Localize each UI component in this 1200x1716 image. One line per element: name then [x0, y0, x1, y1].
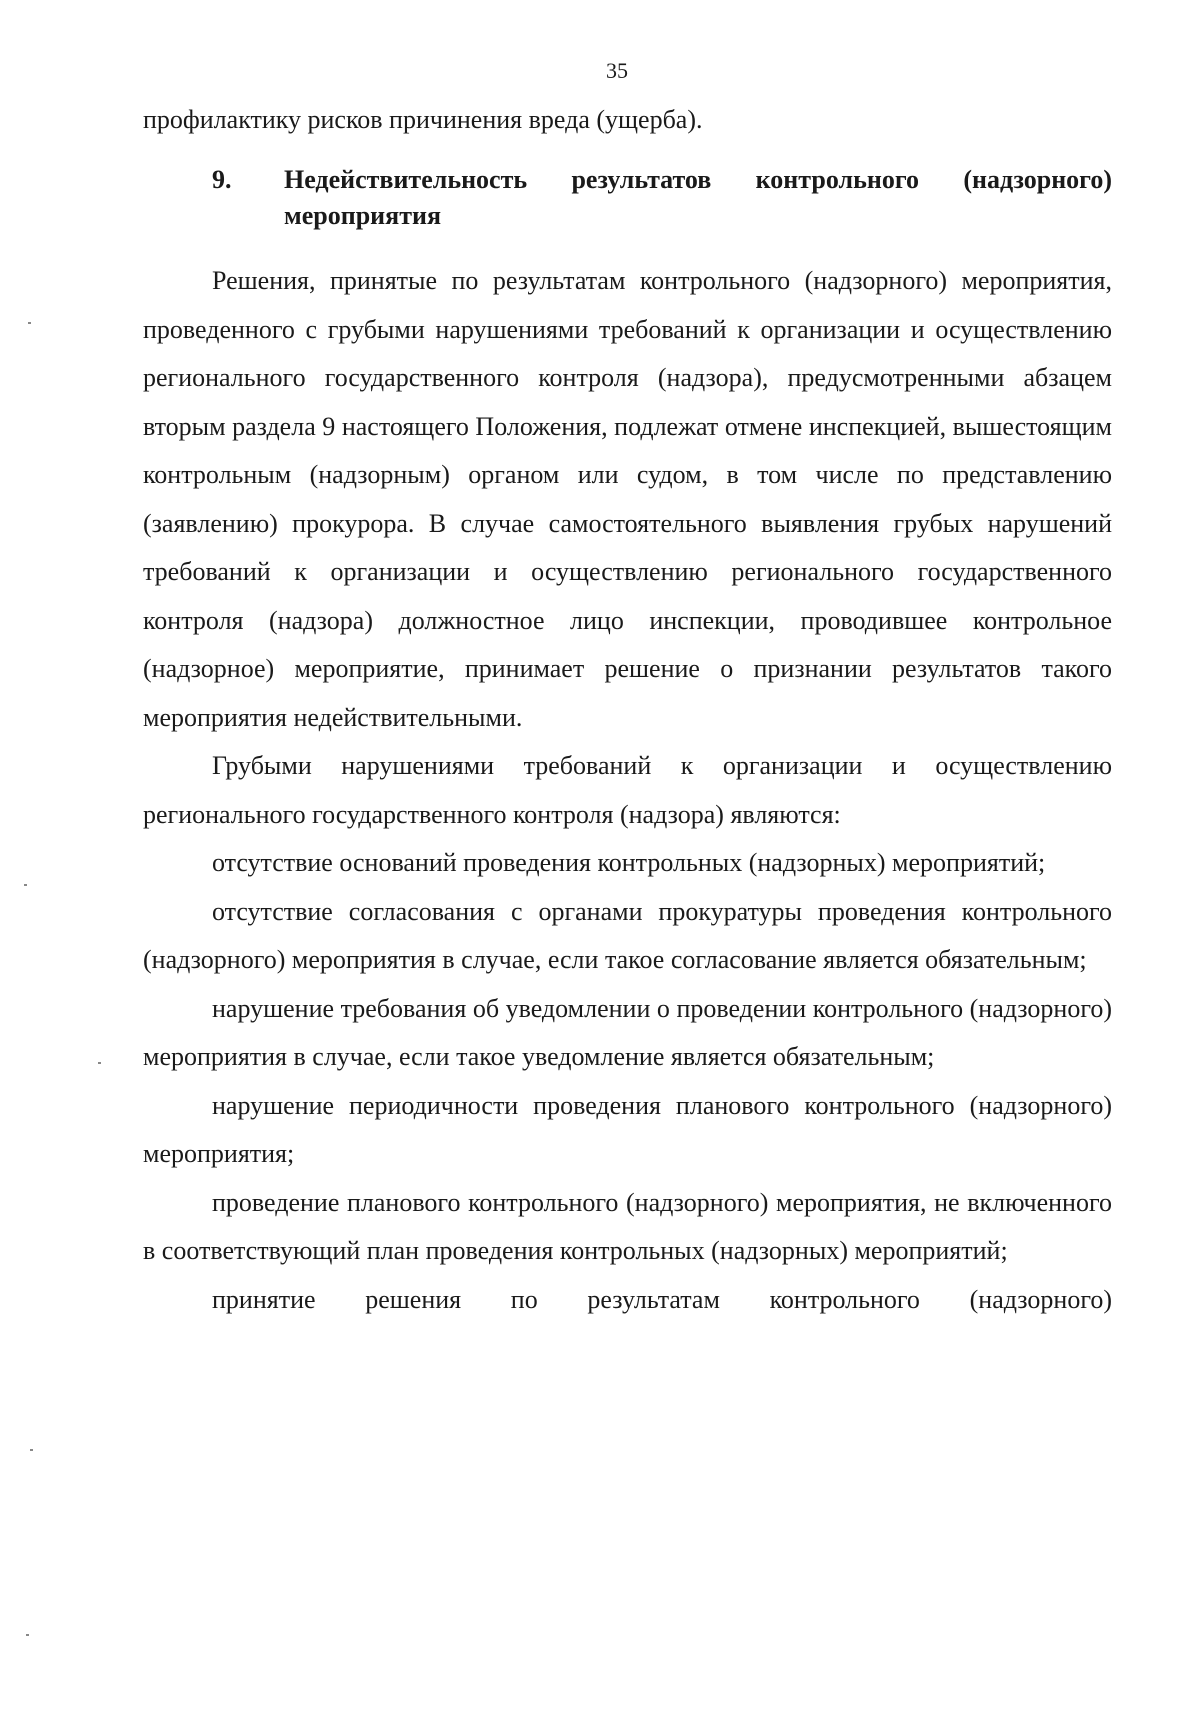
continuation-text: профилактику рисков причинения вреда (ущерба).: [143, 105, 703, 134]
section-body: [143, 257, 1112, 1324]
scan-speck: [30, 1449, 33, 1451]
section-title: Недействительность результатов контрольного (надзорного) мероприятия: [284, 165, 1112, 230]
section-heading: [212, 162, 1112, 234]
list-item-not-in-plan: проведение планового контрольного (надзорного) мероприятия, не включенного в соответствующий план проведения контрольных (надзорных) мероприятий;: [143, 1187, 1112, 1265]
list-item-no-grounds: отсутствие оснований проведения контрольных (надзорных) мероприятий;: [212, 848, 1046, 877]
scan-speck: [98, 1062, 101, 1064]
list-item-no-prosecutor-approval: отсутствие согласования с органами прокуратуры проведения контрольного (надзорного) мероприятия в случае, если такое согласование является обязательным;: [143, 896, 1112, 974]
list-item-periodicity-violation: нарушение периодичности проведения планового контрольного (надзорного) мероприятия;: [143, 1090, 1112, 1168]
scan-speck: [28, 322, 31, 324]
scan-speck: [26, 1634, 29, 1636]
list-item-decision-partial: принятие решения по результатам контрольного (надзорного): [212, 1284, 1112, 1314]
page-number: 35: [606, 58, 628, 83]
section-number: 9.: [212, 165, 232, 194]
paragraph-invalid-decisions: Решения, принятые по результатам контрольного (надзорного) мероприятия, проведенного с грубыми нарушениями требований к организации и осуществлению регионального государственного контроля (надзора), предусмотренными абзацем вторым раздела 9 настоящего Положения, подлежат отмене инспекцией, вышестоящим контрольным (надзорным) органом или судом, в том числе по представлению (заявлению) прокурора. В случае самостоятельного выявления грубых нарушений требований к организации и осуществлению регионального государственного контроля (надзора) должностное лицо инспекции, проводившее контрольное (надзорное) мероприятие, принимает решение о признании результатов такого мероприятия недействительными.: [143, 266, 1112, 732]
paragraph-gross-violations-intro: Грубыми нарушениями требований к организации и осуществлению регионального государственного контроля (надзора) являются:: [143, 751, 1112, 829]
list-item-notification-violation: нарушение требования об уведомлении о проведении контрольного (надзорного) мероприятия в случае, если такое уведомление является обязательным;: [143, 993, 1112, 1071]
scan-speck: [24, 884, 27, 886]
